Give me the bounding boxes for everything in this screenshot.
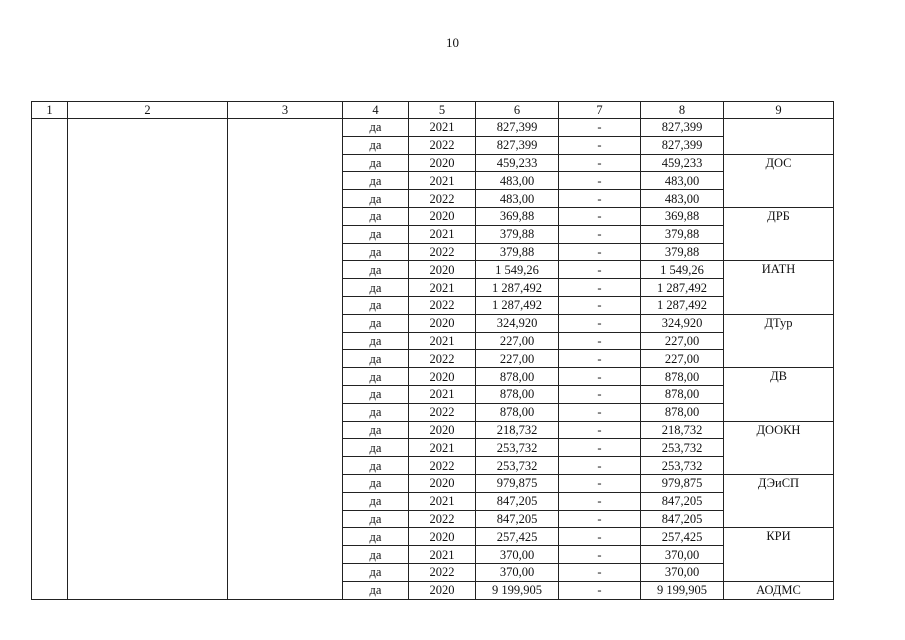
department-cell <box>724 119 834 155</box>
cell-c4: да <box>343 190 409 208</box>
cell-c4: да <box>343 350 409 368</box>
cell-c4: да <box>343 457 409 475</box>
cell-c4: да <box>343 546 409 564</box>
cell-c4: да <box>343 385 409 403</box>
cell-c6: 1 287,492 <box>476 279 559 297</box>
cell-c6: 979,875 <box>476 474 559 492</box>
cell-c5: 2021 <box>409 546 476 564</box>
header-cell: 6 <box>476 102 559 119</box>
cell-c5: 2020 <box>409 581 476 599</box>
cell-c7: - <box>559 563 641 581</box>
cell-c8: 253,732 <box>641 457 724 475</box>
cell-c8: 459,233 <box>641 154 724 172</box>
cell-c4: да <box>343 528 409 546</box>
cell-c5: 2021 <box>409 119 476 137</box>
department-cell: ДРБ <box>724 207 834 260</box>
cell-c6: 847,205 <box>476 510 559 528</box>
cell-c7: - <box>559 279 641 297</box>
budget-table <box>31 101 834 600</box>
cell-c7: - <box>559 243 641 261</box>
cell-c5: 2022 <box>409 510 476 528</box>
cell-c8: 370,00 <box>641 546 724 564</box>
cell-c7: - <box>559 546 641 564</box>
cell-c8: 878,00 <box>641 385 724 403</box>
cell-c6: 9 199,905 <box>476 581 559 599</box>
cell-c7: - <box>559 403 641 421</box>
cell-c4: да <box>343 172 409 190</box>
cell-c6: 1 549,26 <box>476 261 559 279</box>
cell-c8: 227,00 <box>641 332 724 350</box>
department-cell: ДООКН <box>724 421 834 474</box>
cell-c5: 2021 <box>409 492 476 510</box>
cell-c8: 878,00 <box>641 368 724 386</box>
cell-c4: да <box>343 296 409 314</box>
cell-c4: да <box>343 474 409 492</box>
cell-c6: 253,732 <box>476 439 559 457</box>
cell-c6: 227,00 <box>476 332 559 350</box>
cell-c7: - <box>559 439 641 457</box>
cell-c5: 2022 <box>409 563 476 581</box>
cell-c6: 878,00 <box>476 403 559 421</box>
cell-c4: да <box>343 279 409 297</box>
cell-c4: да <box>343 581 409 599</box>
cell-c4: да <box>343 314 409 332</box>
cell-c8: 257,425 <box>641 528 724 546</box>
cell-c7: - <box>559 225 641 243</box>
cell-c5: 2020 <box>409 261 476 279</box>
cell-c7: - <box>559 172 641 190</box>
cell-c5: 2020 <box>409 207 476 225</box>
cell-c7: - <box>559 261 641 279</box>
page-number: 10 <box>446 35 459 50</box>
cell-c5: 2021 <box>409 332 476 350</box>
cell-c5: 2020 <box>409 314 476 332</box>
cell-c5: 2021 <box>409 385 476 403</box>
cell-c5: 2020 <box>409 528 476 546</box>
cell-c7: - <box>559 119 641 137</box>
cell-c6: 257,425 <box>476 528 559 546</box>
cell-c8: 1 287,492 <box>641 296 724 314</box>
cell-c6: 827,399 <box>476 119 559 137</box>
cell-c5: 2020 <box>409 421 476 439</box>
cell-c8: 483,00 <box>641 172 724 190</box>
cell-c7: - <box>559 421 641 439</box>
cell-c8: 253,732 <box>641 439 724 457</box>
header-cell: 9 <box>724 102 834 119</box>
department-cell: ДЭиСП <box>724 474 834 527</box>
cell-c7: - <box>559 190 641 208</box>
cell-c4: да <box>343 243 409 261</box>
cell-c8: 369,88 <box>641 207 724 225</box>
cell-c8: 218,732 <box>641 421 724 439</box>
department-cell: ИАТН <box>724 261 834 314</box>
cell-c5: 2020 <box>409 474 476 492</box>
cell-c4: да <box>343 261 409 279</box>
cell-c4: да <box>343 510 409 528</box>
header-cell: 4 <box>343 102 409 119</box>
header-cell: 8 <box>641 102 724 119</box>
cell-c6: 253,732 <box>476 457 559 475</box>
cell-c4: да <box>343 492 409 510</box>
table-row <box>32 119 834 137</box>
cell-c5: 2021 <box>409 225 476 243</box>
header-cell: 2 <box>68 102 228 119</box>
cell-c4: да <box>343 136 409 154</box>
cell-c4: да <box>343 207 409 225</box>
department-cell: КРИ <box>724 528 834 581</box>
cell-c8: 847,205 <box>641 510 724 528</box>
cell-c6: 878,00 <box>476 385 559 403</box>
cell-c5: 2022 <box>409 296 476 314</box>
department-cell: АОДМС <box>724 581 834 599</box>
cell-c5: 2022 <box>409 457 476 475</box>
cell-c7: - <box>559 296 641 314</box>
cell-c7: - <box>559 474 641 492</box>
cell-c5: 2022 <box>409 403 476 421</box>
cell-c7: - <box>559 581 641 599</box>
cell-c8: 9 199,905 <box>641 581 724 599</box>
cell-c7: - <box>559 510 641 528</box>
cell-c8: 483,00 <box>641 190 724 208</box>
cell-c7: - <box>559 136 641 154</box>
table-body <box>32 102 834 600</box>
cell-c8: 370,00 <box>641 563 724 581</box>
department-cell: ДТур <box>724 314 834 367</box>
cell-c5: 2021 <box>409 279 476 297</box>
cell-c5: 2020 <box>409 154 476 172</box>
cell-c7: - <box>559 332 641 350</box>
department-cell: ДВ <box>724 368 834 421</box>
cell-c5: 2021 <box>409 172 476 190</box>
cell-c7: - <box>559 492 641 510</box>
col3-cell <box>228 119 343 600</box>
cell-c5: 2022 <box>409 350 476 368</box>
cell-c6: 827,399 <box>476 136 559 154</box>
header-cell: 7 <box>559 102 641 119</box>
cell-c8: 878,00 <box>641 403 724 421</box>
cell-c8: 379,88 <box>641 243 724 261</box>
cell-c5: 2021 <box>409 439 476 457</box>
cell-c7: - <box>559 368 641 386</box>
cell-c8: 847,205 <box>641 492 724 510</box>
cell-c8: 1 549,26 <box>641 261 724 279</box>
header-cell: 5 <box>409 102 476 119</box>
cell-c7: - <box>559 350 641 368</box>
cell-c6: 370,00 <box>476 546 559 564</box>
table-header-row <box>32 102 834 119</box>
department-cell: ДОС <box>724 154 834 207</box>
cell-c4: да <box>343 119 409 137</box>
header-cell: 1 <box>32 102 68 119</box>
header-cell: 3 <box>228 102 343 119</box>
cell-c6: 218,732 <box>476 421 559 439</box>
cell-c5: 2020 <box>409 368 476 386</box>
cell-c6: 1 287,492 <box>476 296 559 314</box>
cell-c6: 379,88 <box>476 225 559 243</box>
cell-c5: 2022 <box>409 243 476 261</box>
cell-c7: - <box>559 314 641 332</box>
cell-c5: 2022 <box>409 136 476 154</box>
cell-c7: - <box>559 457 641 475</box>
cell-c8: 1 287,492 <box>641 279 724 297</box>
cell-c7: - <box>559 528 641 546</box>
cell-c7: - <box>559 154 641 172</box>
cell-c6: 483,00 <box>476 190 559 208</box>
cell-c4: да <box>343 403 409 421</box>
cell-c6: 878,00 <box>476 368 559 386</box>
cell-c4: да <box>343 225 409 243</box>
cell-c4: да <box>343 332 409 350</box>
col1-cell <box>32 119 68 600</box>
cell-c7: - <box>559 207 641 225</box>
cell-c8: 227,00 <box>641 350 724 368</box>
cell-c6: 847,205 <box>476 492 559 510</box>
cell-c8: 827,399 <box>641 119 724 137</box>
cell-c8: 979,875 <box>641 474 724 492</box>
cell-c6: 369,88 <box>476 207 559 225</box>
cell-c6: 379,88 <box>476 243 559 261</box>
cell-c4: да <box>343 439 409 457</box>
cell-c8: 324,920 <box>641 314 724 332</box>
cell-c8: 827,399 <box>641 136 724 154</box>
cell-c4: да <box>343 563 409 581</box>
cell-c6: 370,00 <box>476 563 559 581</box>
cell-c4: да <box>343 154 409 172</box>
cell-c5: 2022 <box>409 190 476 208</box>
cell-c6: 459,233 <box>476 154 559 172</box>
cell-c8: 379,88 <box>641 225 724 243</box>
cell-c6: 483,00 <box>476 172 559 190</box>
cell-c7: - <box>559 385 641 403</box>
col2-cell <box>68 119 228 600</box>
cell-c6: 227,00 <box>476 350 559 368</box>
cell-c4: да <box>343 368 409 386</box>
cell-c6: 324,920 <box>476 314 559 332</box>
cell-c4: да <box>343 421 409 439</box>
